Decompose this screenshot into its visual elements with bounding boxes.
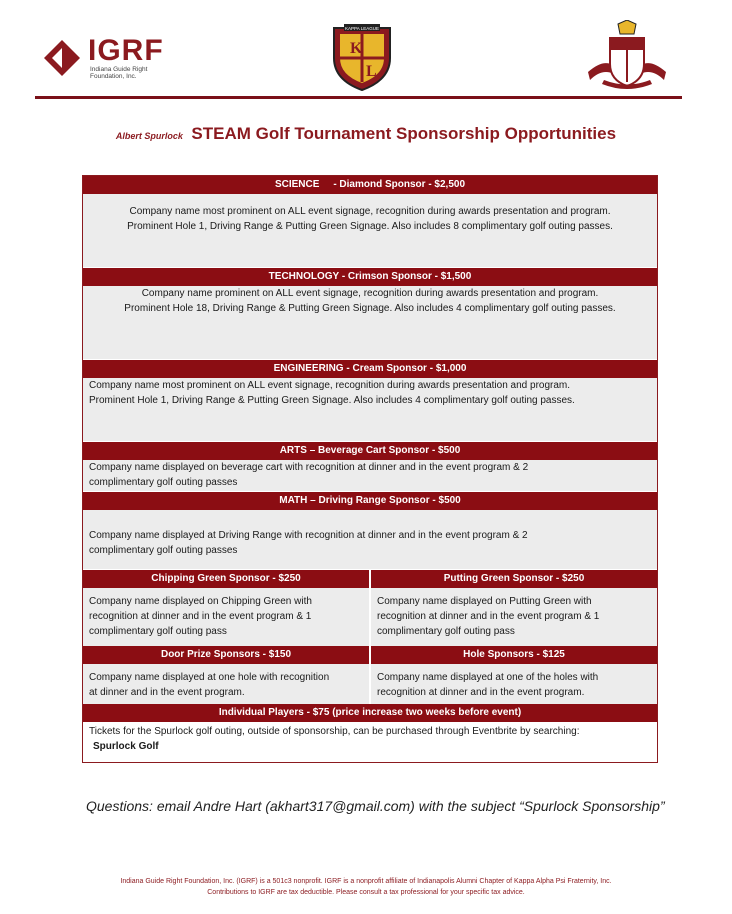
shield-letter-k: K	[350, 40, 363, 57]
page-header	[0, 0, 732, 100]
tier-hole-description	[371, 664, 657, 704]
tier-putting-column	[369, 570, 657, 646]
igrf-subtitle: Indiana Guide Right Foundation, Inc.	[90, 66, 148, 80]
sponsorship-table	[82, 175, 658, 763]
tier-engineering-description	[83, 378, 657, 442]
tier-individual-line-1: Tickets for the Spurlock golf outing, outside of sponsorship, can be purchased through Eventbrite by searching:	[89, 726, 580, 737]
tier-arts-description	[83, 460, 657, 492]
tier-putting-line-3: complimentary golf outing pass	[377, 626, 515, 637]
page-footer	[0, 876, 732, 898]
tier-chipping-heading: Chipping Green Sponsor - $250	[83, 570, 369, 588]
footer-line-2: Contributions to IGRF are tax deductible. Please consult a tax professional for your specific tax advice.	[207, 889, 525, 896]
tier-hole-heading: Hole Sponsors - $125	[371, 646, 657, 664]
tier-individual-heading: Individual Players - $75 (price increase two weeks before event)	[83, 704, 657, 722]
tier-science-description	[83, 194, 657, 268]
tier-chipping-line-1: Company name displayed on Chipping Green with	[89, 596, 312, 607]
tier-door-prize-line-1: Company name displayed at one hole with recognition	[89, 672, 330, 683]
tier-door-prize-heading: Door Prize Sponsors - $150	[83, 646, 369, 664]
tier-engineering-line-1: Company name most prominent on ALL event signage, recognition during awards presentation and program.	[89, 380, 571, 391]
tier-technology-heading: TECHNOLOGY - Crimson Sponsor - $1,500	[83, 268, 657, 286]
tier-hole-line-1: Company name displayed at one of the holes with	[377, 672, 599, 683]
kappa-league-shield-logo	[330, 22, 394, 92]
questions-contact: Questions: email Andre Hart (akhart317@gmail.com) with the subject “Spurlock Sponsorship”	[86, 798, 665, 814]
tier-putting-line-2: recognition at dinner and in the event program & 1	[377, 611, 600, 622]
tier-math-description	[83, 510, 657, 570]
tier-science-heading: SCIENCE - Diamond Sponsor - $2,500	[83, 176, 657, 194]
tier-technology-line-2: Prominent Hole 18, Driving Range & Putting Green Signage. Also includes 4 complimentary golf outing passes.	[124, 303, 616, 314]
tier-hole-line-2: recognition at dinner and in the event program.	[377, 687, 585, 698]
tier-science-line-1: Company name most prominent on ALL event signage, recognition during awards presentation and program.	[129, 206, 611, 217]
tier-math-line-2: complimentary golf outing passes	[89, 545, 238, 556]
tier-math-heading: MATH – Driving Range Sponsor - $500	[83, 492, 657, 510]
tier-individual-search-term: Spurlock Golf	[93, 741, 159, 752]
igrf-logo	[44, 36, 194, 84]
tier-technology-line-1: Company name prominent on ALL event signage, recognition during awards presentation and program.	[141, 288, 599, 299]
tier-green-row	[83, 570, 657, 646]
tier-door-prize-line-2: at dinner and in the event program.	[89, 687, 245, 698]
tier-arts-line-2: complimentary golf outing passes	[89, 477, 238, 488]
shield-letter-l: L	[366, 63, 377, 80]
tier-hole-column	[369, 646, 657, 704]
tier-arts-heading: ARTS – Beverage Cart Sponsor - $500	[83, 442, 657, 460]
tier-chipping-line-3: complimentary golf outing pass	[89, 626, 227, 637]
page-title	[0, 124, 732, 144]
tier-chipping-column	[83, 570, 369, 646]
tier-putting-line-1: Company name displayed on Putting Green with	[377, 596, 592, 607]
title-main: STEAM Golf Tournament Sponsorship Opportunities	[191, 124, 617, 143]
tier-engineering-line-2: Prominent Hole 1, Driving Range & Putting Green Signage. Also includes 4 complimentary golf outing passes.	[89, 395, 575, 406]
tier-putting-description	[371, 588, 657, 646]
title-honoree: Albert Spurlock	[115, 131, 183, 141]
tier-prize-row	[83, 646, 657, 704]
tier-arts-line-1: Company name displayed on beverage cart with recognition at dinner and in the event program & 2	[89, 462, 529, 473]
shield-banner-text: KAPPA LEAGUE	[345, 26, 379, 31]
tier-chipping-line-2: recognition at dinner and in the event program & 1	[89, 611, 312, 622]
tier-door-prize-description	[83, 664, 369, 704]
tier-technology-description	[83, 286, 657, 360]
tier-engineering-heading: ENGINEERING - Cream Sponsor - $1,000	[83, 360, 657, 378]
igrf-diamond-icon	[44, 40, 80, 76]
igrf-wordmark: IGRF	[88, 34, 164, 67]
tier-door-prize-column	[83, 646, 369, 704]
header-divider	[35, 96, 682, 99]
footer-line-1: Indiana Guide Right Foundation, Inc. (IGRF) is a 501c3 nonprofit. IGRF is a nonprofit affiliate of Indianapolis Alumni Chapter of Kappa Alpha Psi Fraternity, Inc.	[120, 878, 612, 885]
fraternity-crest-logo	[584, 20, 670, 92]
tier-putting-heading: Putting Green Sponsor - $250	[371, 570, 657, 588]
tier-individual-description	[83, 722, 657, 762]
tier-science-line-2: Prominent Hole 1, Driving Range & Putting Green Signage. Also includes 8 complimentary golf outing passes.	[127, 221, 613, 232]
tier-math-line-1: Company name displayed at Driving Range with recognition at dinner and in the event program & 2	[89, 530, 528, 541]
tier-chipping-description	[83, 588, 369, 646]
